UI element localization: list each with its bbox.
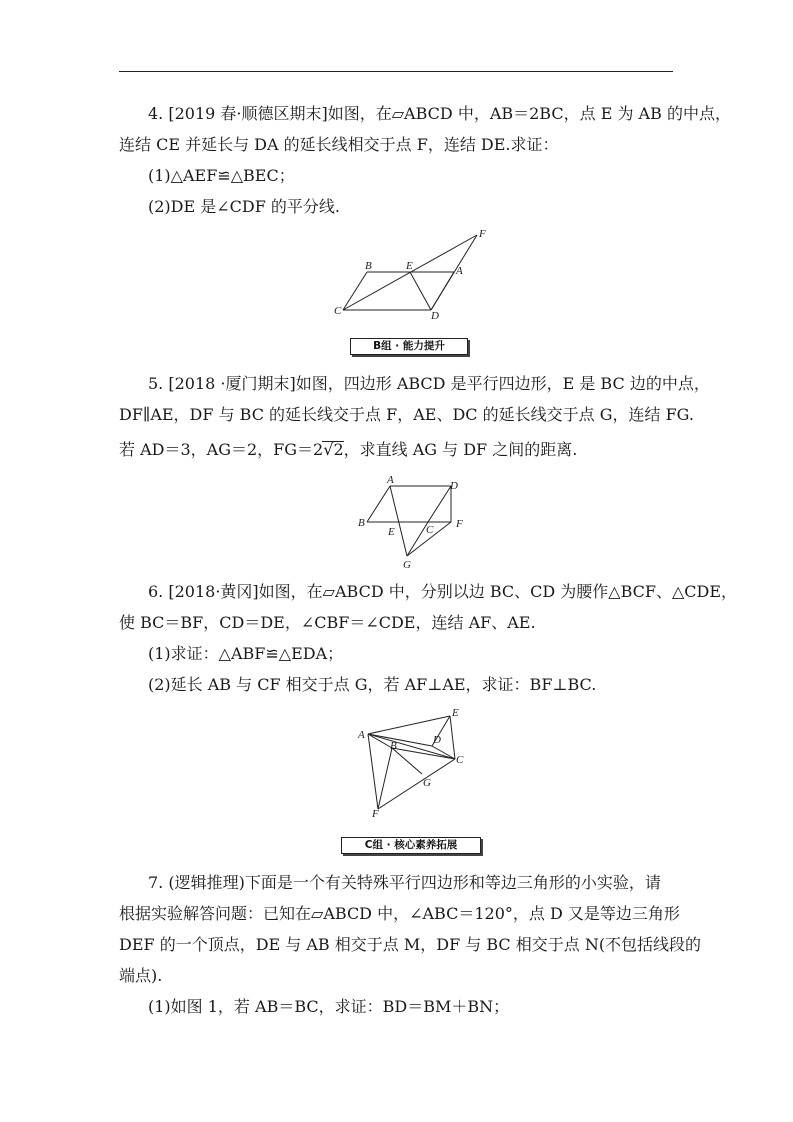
figure-label: A: [456, 265, 463, 277]
figure-label: G: [403, 559, 411, 571]
sqrt-radicand: 2: [333, 440, 344, 459]
sqrt-symbol: √2: [323, 440, 344, 459]
problem4-text: 4. [2019 春·顺德区期末]如图，在: [148, 104, 392, 123]
problem5-figure: [350, 472, 480, 576]
problem4-part1: (1)△AEF≌△BEC；: [148, 166, 295, 185]
figure-label: B: [358, 517, 365, 529]
figure-label: F: [456, 518, 463, 530]
figure-label: A: [387, 474, 394, 486]
problem7-line1: 7. (逻辑推理)下面是一个有关特殊平行四边形和等边三角形的小实验，请: [148, 873, 661, 892]
header-rule: [119, 71, 673, 72]
problem5-text: 若 AD＝3，AG＝2，FG＝2: [119, 440, 324, 459]
problem7-line4: 端点).: [119, 966, 163, 985]
figure-label: B: [365, 260, 372, 272]
problem7-text: ABCD 中，∠ABC＝120°，点 D 又是等边三角形: [323, 904, 680, 923]
parallelogram-symbol: ▱: [322, 582, 335, 601]
problem6-line2: 使 BC＝BF，CD＝DE，∠CBF＝∠CDE，连结 AF、AE.: [119, 613, 536, 632]
problem4-text: ABCD 中，AB＝2BC，点 E 为 AB 的中点，: [404, 104, 731, 123]
figure-label: C: [426, 524, 434, 536]
parallelogram-symbol: ▱: [391, 104, 405, 123]
problem7-line3: DEF 的一个顶点，DE 与 AB 相交于点 M，DF 与 BC 相交于点 N(不包括线段的: [119, 935, 702, 954]
problem6-text: 6. [2018·黄冈]如图，在: [148, 582, 323, 601]
problem5-text: ，求直线 AG 与 DF 之间的距离.: [343, 440, 578, 459]
problem5-line3: [119, 440, 679, 460]
problem6-part2: (2)延长 AB 与 CF 相交于点 G，若 AF⊥AE，求证：BF⊥BC.: [148, 675, 597, 694]
problem6-line1: [148, 582, 738, 602]
figure-label: F: [372, 808, 379, 820]
problem6-text: ABCD 中，分别以边 BC、CD 为腰作△BCF、△CDE，: [334, 582, 738, 601]
problem7-text: 根据实验解答问题：已知在: [119, 904, 312, 923]
figure-label: E: [406, 260, 413, 272]
figure-label: D: [433, 734, 441, 746]
figure-label: D: [450, 480, 458, 492]
problem6-figure: [350, 704, 470, 824]
figure-label: E: [388, 526, 395, 538]
problem4-part2: (2)DE 是∠CDF 的平分线.: [148, 197, 341, 216]
figure-label: B: [390, 740, 397, 752]
figure-label: E: [452, 707, 459, 719]
figure-label: C: [334, 305, 342, 317]
problem5-line1: 5. [2018 ·厦门期末]如图，四边形 ABCD 是平行四边形，E 是 BC 边的中点，: [148, 374, 710, 393]
figure-label: G: [423, 777, 431, 789]
problem4-line2: 连结 CE 并延长与 DA 的延长线相交于点 F，连结 DE.求证：: [119, 135, 559, 154]
problem5-line2: DF∥AE，DF 与 BC 的延长线交于点 F，AE、DC 的延长线交于点 G，连结 FG.: [119, 405, 694, 424]
problem4-line1: [148, 104, 731, 124]
figure-label: A: [358, 729, 365, 741]
problem7-line2: [119, 904, 679, 924]
figure-label: F: [479, 228, 486, 240]
problem7-part1: (1)如图 1，若 AB＝BC，求证：BD＝BM＋BN；: [148, 997, 510, 1016]
problem6-part1: (1)求证：△ABF≌△EDA；: [148, 644, 344, 663]
problem4-figure: [330, 226, 495, 326]
figure-label: D: [431, 310, 439, 322]
figure-label: C: [456, 754, 464, 766]
section-banner-b: B组 · 能力提升: [350, 338, 468, 355]
parallelogram-symbol: ▱: [311, 904, 324, 923]
section-banner-c: C组 · 核心素养拓展: [341, 837, 481, 854]
